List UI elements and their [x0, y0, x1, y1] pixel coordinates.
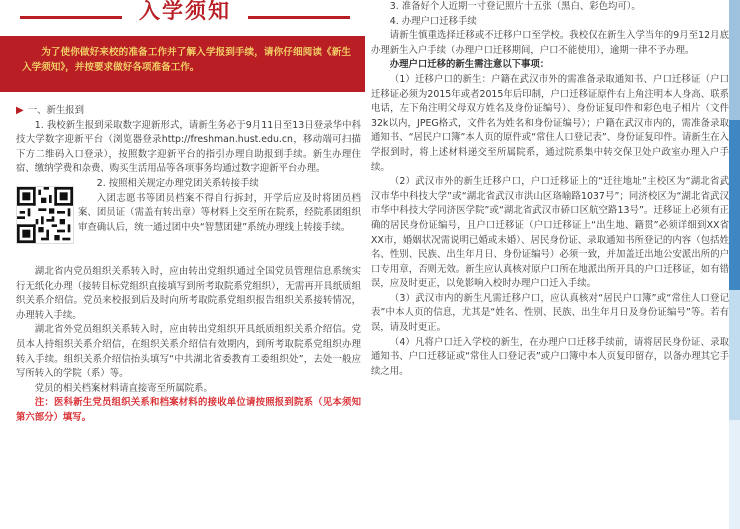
medical-note: 注：医科新生党员组织关系和档案材料的接收单位请按照报到院系（见本须知第六部分）填写。 [16, 397, 361, 423]
side-bar-segment [729, 120, 740, 290]
title-row [0, 0, 365, 34]
party-transfer-body [0, 265, 365, 426]
title-rule-right [248, 16, 350, 19]
side-bar-segment [729, 0, 740, 120]
item-party-transfer-heading: 2. 按照相关规定办理党团关系转接手续 [96, 177, 259, 189]
item-league-files: 入团志愿书等团员档案不得自行拆封，开学后应及时将团员档案、团员证（需盖有转出章）等材料上交至所在院系，经院系团组织审查确认后，统一通过团中央“智慧团建”系统办理线上转接手续。 [78, 192, 361, 233]
household-intro: 请新生慎重选择迁移或不迁移户口至学校。我校仅在新生入学当年的9月至12月底办理新生入户手续（办理户口迁移期间，户口不能使用），逾期一律不予办理。 [371, 30, 729, 56]
play-arrow-icon: ▶ [16, 105, 24, 116]
qr-block [0, 177, 365, 265]
title-rule-left [20, 16, 122, 19]
household-rule-4: （4）凡将户口迁入学校的新生，在办理户口迁移手续前，请将居民身份证、录取通知书、户口迁移证或“常住人口登记表”或户口簿中本人页复印留存，以备办理其它手续之用。 [371, 336, 729, 377]
qr-code-icon[interactable] [16, 186, 74, 244]
section-heading-text: 一、新生报到 [27, 105, 84, 116]
household-rule-1: （1）迁移户口的新生：户籍在武汉市外的需准备录取通知书、户口迁移证（户口迁移证必须为2015年或者2015年后印制，户口迁移证原件右上角注明本人身高、联系电话，左下角注明父母双方姓名及身份证编号）、身份证复印件和彩色电子相片（文件32k以内，JPEG格式，文件名为姓名和身份证编号）；户籍在武汉市内的，需准备录取通知书、“居民户口簿”本人页的原件或“常住人口登记表”、身份证复印件。请新生在入学报到时，将上述材料递交至所属院系，通过院系集中转交保卫处户政室办理入户手续。 [371, 73, 729, 173]
item-household-heading: 4. 办理户口迁移手续 [389, 15, 477, 27]
household-rule-3: （3）武汉市内的新生凡需迁移户口，应认真核对“居民户口簿”或“常住人口登记表”中本人页的信息，尤其是“姓名、性别、民族、出生年月日及身份证编号”等。若有误，请及时更正。 [371, 292, 729, 334]
item-photos: 3. 准备好个人近期一寸登记照片十五张（黑白、彩色均可）。 [389, 1, 641, 12]
household-rule-2: （2）武汉市外的新生迁移户口，户口迁移证上的“迁往地址”主校区为“湖北省武汉市华中科技大学”或“湖北省武汉市洪山区珞喻路1037号”；同济校区为“湖北省武汉市华中科技大学同济医学院”或“湖北省武汉市硚口区航空路13号”。迁移证上必须有正确的居民身份证编号，且户口迁移证（户口迁移证上“出生地、籍贯”必须详细到XX省XX市，婚姻状况需说明已婚或未婚）、居民身份证、录取通知书所登记的内容（包括姓名、性别、民族、出生年月日、身份证编号）必须一致，并加盖迁出地公安派出所的户口专用章，否则无效。新生应认真核对原户口所在地派出所开具的户口迁移证，如有错误，应及时更正，以免影响入校时办理户口迁入手续。 [371, 176, 729, 290]
item-registration: 1. 我校新生报到采取数字迎新形式，请新生务必于9月11日至13日登录华中科技大学数字迎新平台（浏览器登录http://freshman.hust.edu.cn，移动端可扫描下方二维码入口登录），按照数字迎新平台的指引办理自助报到手续。新生办理住宿、缴纳学费和杂费、购买生活用品等各项事务均通过数字迎新平台办理。 [16, 119, 361, 175]
intro-banner-text: 为了使你做好来校的准备工作并了解入学报到手续，请你仔细阅读《新生入学须知》，并按要求做好各项准备工作。 [22, 47, 351, 73]
left-column [0, 0, 365, 426]
intro-banner [0, 36, 365, 92]
section-body [0, 119, 365, 177]
household-notes-heading: 办理户口迁移的新生需注意以下事项： [389, 59, 550, 71]
party-files: 党员的相关档案材料请直接寄至所属院系。 [34, 382, 213, 394]
page-title: 入学须知 [139, 0, 231, 23]
section-heading [0, 104, 365, 119]
side-bar-segment [729, 290, 740, 420]
party-in-province: 湖北省内党员组织关系转入时，应由转出党组织通过全国党员管理信息系统实行无纸化办理（接转目标党组织直接填写到所考取院系党组织），无需再开具纸质组织关系介绍信。党员来校报到后及时向所考取院系党组织报告组织关系接转情况，办理转入手续。 [16, 265, 361, 321]
side-bar-segment [729, 420, 740, 529]
right-column [371, 0, 729, 379]
party-out-province: 湖北省外党员组织关系转入时，应由转出党组织开具纸质组织关系介绍信。党员本人持组织关系介绍信，在组织关系介绍信有效期内，到所考取院系党组织办理转入手续。组织关系介绍信抬头填写“中共湖北省委教育工委组织处”，去处一般应写所转入的学院（系）等。 [16, 324, 361, 380]
qr-side-text [78, 177, 361, 235]
